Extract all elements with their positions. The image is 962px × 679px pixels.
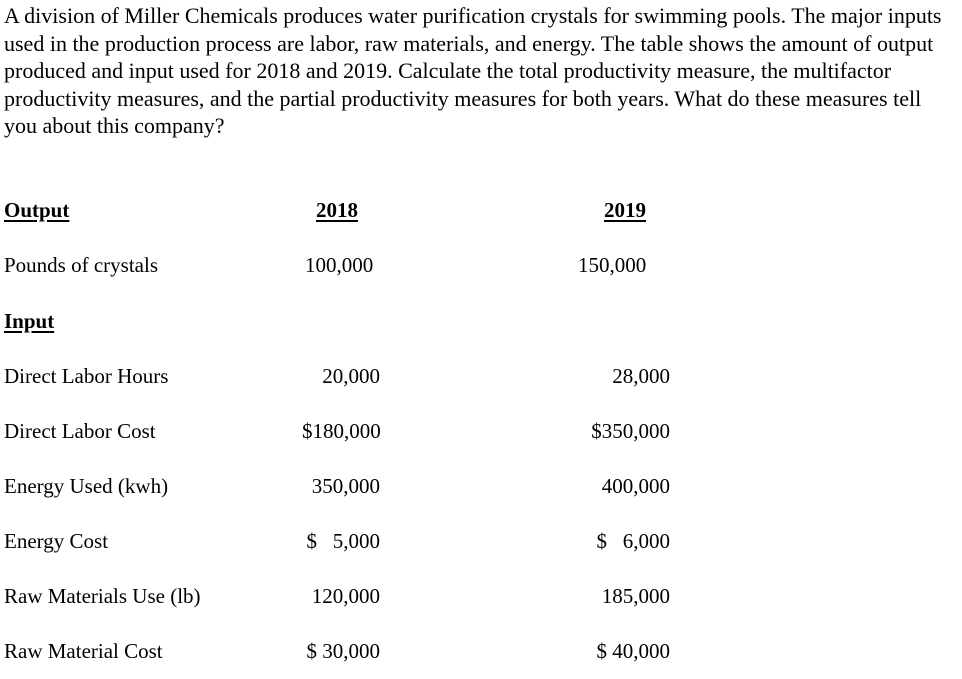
input-header: Input xyxy=(4,309,55,333)
value-2018: 100,000 xyxy=(305,253,374,277)
row-label: Energy Cost xyxy=(4,529,109,553)
value-2018: 120,000 xyxy=(311,584,380,608)
row-label: Direct Labor Cost xyxy=(4,419,156,443)
year-2018-header: 2018 xyxy=(316,198,358,222)
value-2019: 400,000 xyxy=(601,474,670,498)
row-label: Raw Materials Use (lb) xyxy=(4,584,201,608)
value-2019: 150,000 xyxy=(578,253,647,277)
year-2019-header: 2019 xyxy=(604,198,646,222)
value-2019: 28,000 xyxy=(612,364,670,388)
output-header: Output xyxy=(4,198,70,222)
value-2018: $ 30,000 xyxy=(306,639,380,663)
value-2018: $ 5,000 xyxy=(306,529,380,553)
row-label: Energy Used (kwh) xyxy=(4,474,169,498)
problem-statement: A division of Miller Chemicals produces water purification crystals for swimming pools. The major inputs used in the production process are labor, raw materials, and energy. The table shows the amount of output produced and input used for 2018 and 2019. Calculate the total productivity measure, the multifactor productivity measures, and the partial productivity measures for both years. What do these measures tell you about this company? xyxy=(4,3,942,138)
value-2019: $ 6,000 xyxy=(596,529,670,553)
row-label: Pounds of crystals xyxy=(4,253,158,277)
value-2019: $350,000 xyxy=(591,419,670,443)
value-2019: 185,000 xyxy=(601,584,670,608)
row-label: Raw Material Cost xyxy=(4,639,163,663)
value-2018: 20,000 xyxy=(322,364,380,388)
value-2018: $180,000 xyxy=(302,419,381,443)
row-label: Direct Labor Hours xyxy=(4,364,169,388)
value-2019: $ 40,000 xyxy=(596,639,670,663)
value-2018: 350,000 xyxy=(311,474,380,498)
